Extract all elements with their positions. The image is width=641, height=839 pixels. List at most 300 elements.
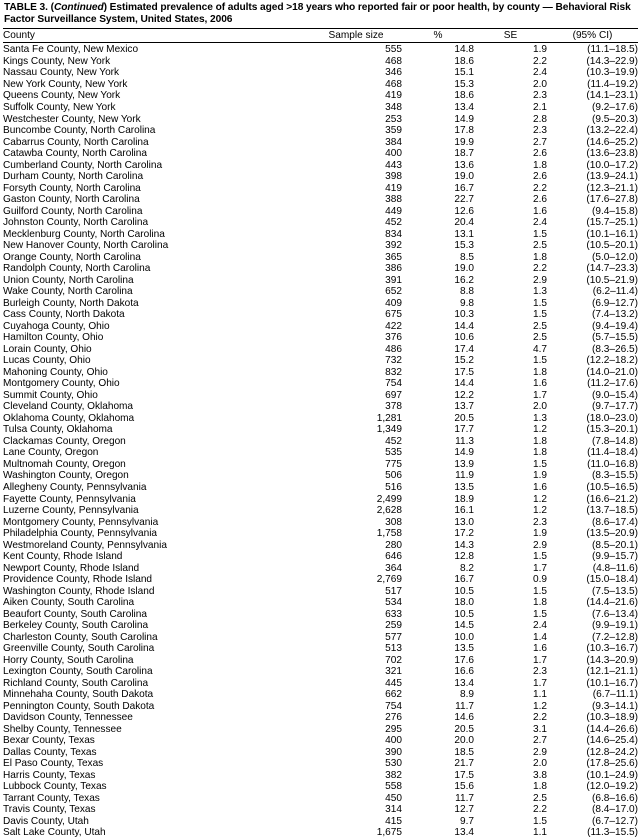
cell-ci: (9.4–19.4) [591,320,638,332]
cell-county: Greenville County, South Carolina [3,643,155,655]
cell-sample-size: 754 [385,378,402,390]
cell-se: 1.2 [532,493,547,505]
cell-se: 4.7 [532,343,547,355]
cell-percent: 18.7 [454,148,474,160]
cell-se: 1.5 [532,551,547,563]
cell-se: 1.8 [532,435,547,447]
cell-county: Westchester County, New York [3,113,141,125]
cell-sample-size: 662 [385,689,402,701]
cell-percent: 20.5 [454,412,474,424]
table-row [3,90,638,102]
cell-ci: (15.3–20.1) [586,424,638,436]
cell-se: 1.6 [532,205,547,217]
cell-sample-size: 1,349 [376,424,402,436]
table-row [3,551,638,563]
table-row [3,666,638,678]
cell-se: 2.8 [532,113,547,125]
cell-county: Washington County, Rhode Island [3,585,155,597]
cell-sample-size: 359 [385,125,402,137]
cell-county: Bexar County, Texas [3,735,95,747]
cell-percent: 9.7 [459,815,474,827]
cell-percent: 17.2 [454,528,474,540]
cell-sample-size: 555 [385,44,402,56]
cell-ci: (10.3–19.9) [586,67,638,79]
table-row [3,171,638,183]
cell-sample-size: 702 [385,654,402,666]
cell-se: 1.5 [532,309,547,321]
cell-se: 1.8 [532,597,547,609]
table-row [3,540,638,552]
cell-county: Cabarrus County, North Carolina [3,136,149,148]
cell-ci: (14.4–21.6) [586,597,638,609]
cell-se: 2.0 [532,758,547,770]
cell-county: Lucas County, Ohio [3,355,91,367]
cell-percent: 15.3 [454,78,474,90]
header-row [3,29,638,42]
cell-sample-size: 832 [385,366,402,378]
table-body [3,44,638,839]
cell-se: 1.8 [532,447,547,459]
cell-county: Dallas County, Texas [3,746,97,758]
cell-percent: 20.4 [454,217,474,229]
cell-percent: 13.9 [454,458,474,470]
cell-ci: (10.5–16.5) [586,482,638,493]
cell-se: 2.2 [532,55,547,67]
cell-ci: (9.7–17.7) [591,401,638,413]
table-row [3,355,638,367]
table-row [3,309,638,321]
cell-sample-size: 445 [385,677,402,689]
cell-se: 1.7 [532,654,547,666]
cell-percent: 18.6 [454,90,474,102]
cell-sample-size: 422 [385,320,402,332]
cell-ci: (12.8–24.2) [586,746,638,758]
cell-sample-size: 2,628 [376,505,402,517]
cell-county: Richland County, South Carolina [3,677,149,689]
cell-se: 2.3 [532,516,547,528]
cell-percent: 13.0 [454,516,474,528]
cell-county: Union County, North Carolina [3,274,134,286]
cell-ci: (11.3–15.5) [587,827,638,839]
table-row [3,367,638,379]
cell-percent: 10.5 [454,608,474,620]
cell-county: Santa Fe County, New Mexico [3,44,139,56]
cell-ci: (12.3–21.1) [586,182,638,194]
cell-se: 2.0 [532,78,547,90]
cell-county: Westmoreland County, Pennsylvania [3,539,167,551]
table-row [3,229,638,241]
cell-ci: (10.0–17.2) [586,159,638,171]
cell-se: 1.9 [532,470,547,482]
cell-se: 2.9 [532,539,547,551]
table-row [3,125,638,137]
cell-percent: 18.5 [454,746,474,758]
table-row [3,275,638,287]
table-row [3,413,638,425]
cell-ci: (8.6–17.4) [591,516,638,528]
cell-ci: (16.6–21.2) [586,493,638,505]
cell-sample-size: 365 [385,251,402,263]
table-row [3,655,638,667]
cell-ci: (6.2–11.4) [592,286,638,298]
cell-ci: (7.8–14.8) [591,435,638,447]
cell-percent: 12.2 [454,389,474,401]
cell-sample-size: 409 [385,297,402,309]
cell-percent: 13.6 [454,159,474,171]
table-row [3,563,638,575]
cell-ci: (8.4–17.0) [591,804,638,816]
cell-ci: (6.9–12.7) [591,297,638,309]
cell-county: Buncombe County, North Carolina [3,125,156,137]
cell-percent: 11.7 [455,792,474,804]
cell-county: New Hanover County, North Carolina [3,240,169,252]
cell-percent: 17.5 [454,769,474,781]
cell-county: Burleigh County, North Dakota [3,297,139,309]
cell-se: 1.2 [532,700,547,712]
cell-se: 3.8 [532,769,547,781]
cell-ci: (11.2–17.6) [587,378,638,390]
cell-sample-size: 391 [385,274,402,286]
cell-percent: 11.7 [455,700,474,712]
cell-sample-size: 675 [385,309,402,321]
table-row [3,332,638,344]
cell-county: Randolph County, North Carolina [3,263,151,275]
cell-sample-size: 468 [385,55,402,67]
cell-ci: (10.5–21.9) [586,274,638,286]
cell-percent: 16.6 [454,666,474,678]
cell-county: Gaston County, North Carolina [3,194,140,206]
cell-ci: (17.6–27.8) [586,194,638,206]
cell-sample-size: 398 [385,171,402,183]
table-row [3,447,638,459]
cell-county: Lexington County, South Carolina [3,666,153,678]
cell-percent: 19.0 [454,263,474,275]
column-header-ci: (95% CI) [572,30,613,42]
table-row [3,114,638,126]
table-row [3,252,638,264]
cell-percent: 15.3 [454,240,474,252]
table-row [3,401,638,413]
cell-se: 1.8 [532,781,547,793]
cell-percent: 17.7 [454,424,474,436]
cell-ci: (15.0–18.4) [586,574,638,586]
cell-se: 2.7 [532,136,547,148]
cell-ci: (11.0–16.8) [587,458,638,470]
cell-se: 2.4 [532,67,547,79]
cell-ci: (5.7–15.5) [591,332,638,344]
cell-county: Minnehaha County, South Dakota [3,689,154,701]
cell-percent: 12.6 [454,205,474,217]
cell-ci: (10.1–16.1) [586,228,638,240]
cell-se: 2.2 [532,804,547,816]
cell-ci: (10.5–20.1) [586,240,638,252]
cell-se: 1.7 [532,389,547,401]
table-row [3,183,638,195]
table-row [3,678,638,690]
table-row [3,321,638,333]
table-row [3,597,638,609]
cell-sample-size: 646 [385,551,402,563]
cell-sample-size: 388 [385,194,402,206]
cell-sample-size: 534 [385,597,402,609]
cell-ci: (10.1–16.7) [586,677,638,689]
cell-sample-size: 400 [385,735,402,747]
cell-county: Montgomery County, Pennsylvania [3,516,159,528]
table-row [3,712,638,724]
cell-se: 2.3 [532,666,547,678]
cell-sample-size: 732 [385,355,402,367]
cell-ci: (14.7–23.3) [586,263,638,275]
cell-county: Catawba County, North Carolina [3,148,147,160]
cell-sample-size: 346 [385,67,402,79]
cell-sample-size: 348 [385,101,402,113]
cell-county: Wake County, North Carolina [3,286,133,298]
cell-se: 1.3 [532,412,547,424]
cell-percent: 14.9 [454,113,474,125]
cell-percent: 14.3 [454,539,474,551]
table-row [3,574,638,586]
cell-county: Charleston County, South Carolina [3,631,158,643]
cell-percent: 18.9 [454,493,474,505]
cell-ci: (13.2–22.4) [586,125,638,137]
column-header-se: SE [503,30,518,42]
cell-sample-size: 633 [385,608,402,620]
cell-county: Cleveland County, Oklahoma [3,401,134,413]
cell-county: Summit County, Ohio [3,389,98,401]
table-row [3,217,638,229]
cell-sample-size: 376 [385,332,402,344]
cell-ci: (14.3–22.9) [586,55,638,67]
table-row [3,632,638,644]
cell-se: 1.8 [532,251,547,263]
cell-county: Fayette County, Pennsylvania [3,493,136,505]
cell-sample-size: 535 [385,447,402,459]
table-row [3,609,638,621]
cell-se: 2.7 [532,735,547,747]
table-row [3,286,638,298]
column-header-percent: % [433,30,443,42]
cell-county: Providence County, Rhode Island [3,574,153,586]
cell-ci: (6.7–12.7) [591,815,638,827]
cell-county: Lane County, Oregon [3,447,99,459]
cell-percent: 13.7 [454,401,474,413]
cell-ci: (14.3–20.9) [586,654,638,666]
table-row [3,528,638,540]
cell-sample-size: 386 [385,263,402,275]
table-row [3,137,638,149]
cell-county: Horry County, South Carolina [3,654,134,666]
cell-ci: (12.0–19.2) [586,781,638,793]
table-row [3,781,638,793]
cell-se: 2.5 [532,792,547,804]
cell-ci: (12.2–18.2) [586,355,638,367]
cell-county: Tarrant County, Texas [3,792,100,804]
cell-sample-size: 1,675 [376,827,402,839]
cell-se: 0.9 [532,574,547,586]
cell-se: 1.5 [532,815,547,827]
cell-county: Allegheny County, Pennsylvania [3,482,147,493]
cell-se: 1.5 [532,608,547,620]
cell-percent: 16.2 [454,274,474,286]
cell-percent: 13.5 [454,482,474,493]
title-prefix: TABLE 3. ( [4,2,54,13]
cell-sample-size: 450 [385,792,402,804]
cell-ci: (8.3–15.5) [591,470,638,482]
cell-ci: (5.0–12.0) [591,251,638,263]
cell-county: Lubbock County, Texas [3,781,107,793]
cell-se: 2.6 [532,194,547,206]
cell-ci: (14.1–23.1) [586,90,638,102]
cell-ci: (8.3–26.5) [591,343,638,355]
cell-county: Cumberland County, North Carolina [3,159,163,171]
cell-county: Harris County, Texas [3,769,96,781]
cell-sample-size: 513 [385,643,402,655]
cell-se: 1.7 [532,677,547,689]
cell-sample-size: 834 [385,228,402,240]
table-row [3,240,638,252]
cell-ci: (14.4–26.6) [586,723,638,735]
cell-se: 1.2 [532,505,547,517]
cell-sample-size: 295 [385,723,402,735]
cell-sample-size: 280 [385,539,402,551]
table-row [3,298,638,310]
cell-se: 1.9 [532,44,547,56]
cell-sample-size: 308 [385,516,402,528]
cell-se: 1.5 [532,585,547,597]
cell-county: Suffolk County, New York [3,101,116,113]
cell-ci: (14.0–21.0) [586,366,638,378]
cell-sample-size: 400 [385,148,402,160]
cell-sample-size: 415 [385,815,402,827]
cell-sample-size: 2,499 [376,493,402,505]
table-row [3,390,638,402]
cell-se: 2.2 [532,182,547,194]
table-row [3,102,638,114]
cell-se: 2.6 [532,148,547,160]
cell-se: 1.9 [532,528,547,540]
cell-se: 1.5 [532,297,547,309]
cell-county: Tulsa County, Oklahoma [3,424,113,436]
cell-percent: 8.5 [459,251,474,263]
cell-county: Davidson County, Tennessee [3,712,133,724]
cell-county: Forsyth County, North Carolina [3,182,141,194]
cell-ci: (12.1–21.1) [586,666,638,678]
table-row [3,758,638,770]
cell-percent: 22.7 [454,194,474,206]
cell-se: 1.6 [532,643,547,655]
column-header-sample-size: Sample size [328,30,384,42]
cell-percent: 13.4 [454,101,474,113]
cell-percent: 14.8 [454,44,474,56]
cell-sample-size: 530 [385,758,402,770]
cell-sample-size: 419 [385,90,402,102]
cell-sample-size: 276 [385,712,402,724]
cell-sample-size: 384 [385,136,402,148]
cell-sample-size: 443 [385,159,402,171]
cell-sample-size: 321 [385,666,402,678]
cell-county: Mecklenburg County, North Carolina [3,228,165,240]
table-row [3,56,638,68]
cell-ci: (17.8–25.6) [586,758,638,770]
cell-se: 3.1 [532,723,547,735]
cell-se: 2.5 [532,320,547,332]
cell-county: Washington County, Oregon [3,470,129,482]
cell-sample-size: 754 [385,700,402,712]
cell-percent: 9.8 [459,297,474,309]
table-row [3,586,638,598]
cell-sample-size: 468 [385,78,402,90]
cell-se: 2.4 [532,217,547,229]
cell-county: Montgomery County, Ohio [3,378,120,390]
table-row [3,643,638,655]
cell-se: 2.0 [532,401,547,413]
cell-ci: (9.5–20.3) [591,113,638,125]
cell-se: 1.3 [532,286,547,298]
cell-se: 2.2 [532,263,547,275]
prevalence-table [3,29,638,42]
cell-percent: 18.6 [454,55,474,67]
cell-percent: 11.3 [455,435,474,447]
cell-county: Multnomah County, Oregon [3,458,126,470]
prevalence-table-body [3,44,638,839]
cell-percent: 8.2 [459,562,474,574]
table-header [3,29,638,42]
cell-se: 2.5 [532,240,547,252]
cell-percent: 14.4 [454,320,474,332]
cell-se: 1.6 [532,482,547,493]
table-row [3,459,638,471]
cell-ci: (9.9–15.7) [591,551,638,563]
cell-se: 1.1 [532,827,547,839]
cell-se: 1.6 [532,378,547,390]
cell-percent: 20.5 [454,723,474,735]
table-row [3,620,638,632]
cell-se: 2.9 [532,746,547,758]
table-row [3,79,638,91]
cell-percent: 20.0 [454,735,474,747]
cell-se: 2.9 [532,274,547,286]
cell-percent: 15.6 [454,781,474,793]
cell-se: 1.5 [532,355,547,367]
cell-ci: (9.2–17.6) [591,101,638,113]
cell-percent: 8.8 [459,286,474,298]
cell-se: 2.1 [532,101,547,113]
cell-sample-size: 392 [385,240,402,252]
cell-county: Travis County, Texas [3,804,96,816]
table-row [3,505,638,517]
table-row [3,494,638,506]
table-row [3,344,638,356]
cell-county: Newport County, Rhode Island [3,562,140,574]
table-row [3,206,638,218]
cell-percent: 15.2 [454,355,474,367]
cell-county: Durham County, North Carolina [3,171,144,183]
cell-percent: 12.8 [454,551,474,563]
cell-sample-size: 253 [385,113,402,125]
cell-ci: (7.2–12.8) [591,631,638,643]
cell-percent: 10.3 [454,309,474,321]
cell-ci: (7.5–13.5) [591,585,638,597]
table-row [3,67,638,79]
table-row [3,724,638,736]
cell-ci: (4.8–11.6) [592,562,638,574]
cell-sample-size: 449 [385,205,402,217]
table-row [3,770,638,782]
cell-ci: (6.7–11.1) [592,689,638,701]
table-row [3,747,638,759]
table-row [3,701,638,713]
cell-ci: (7.4–13.2) [591,309,638,321]
